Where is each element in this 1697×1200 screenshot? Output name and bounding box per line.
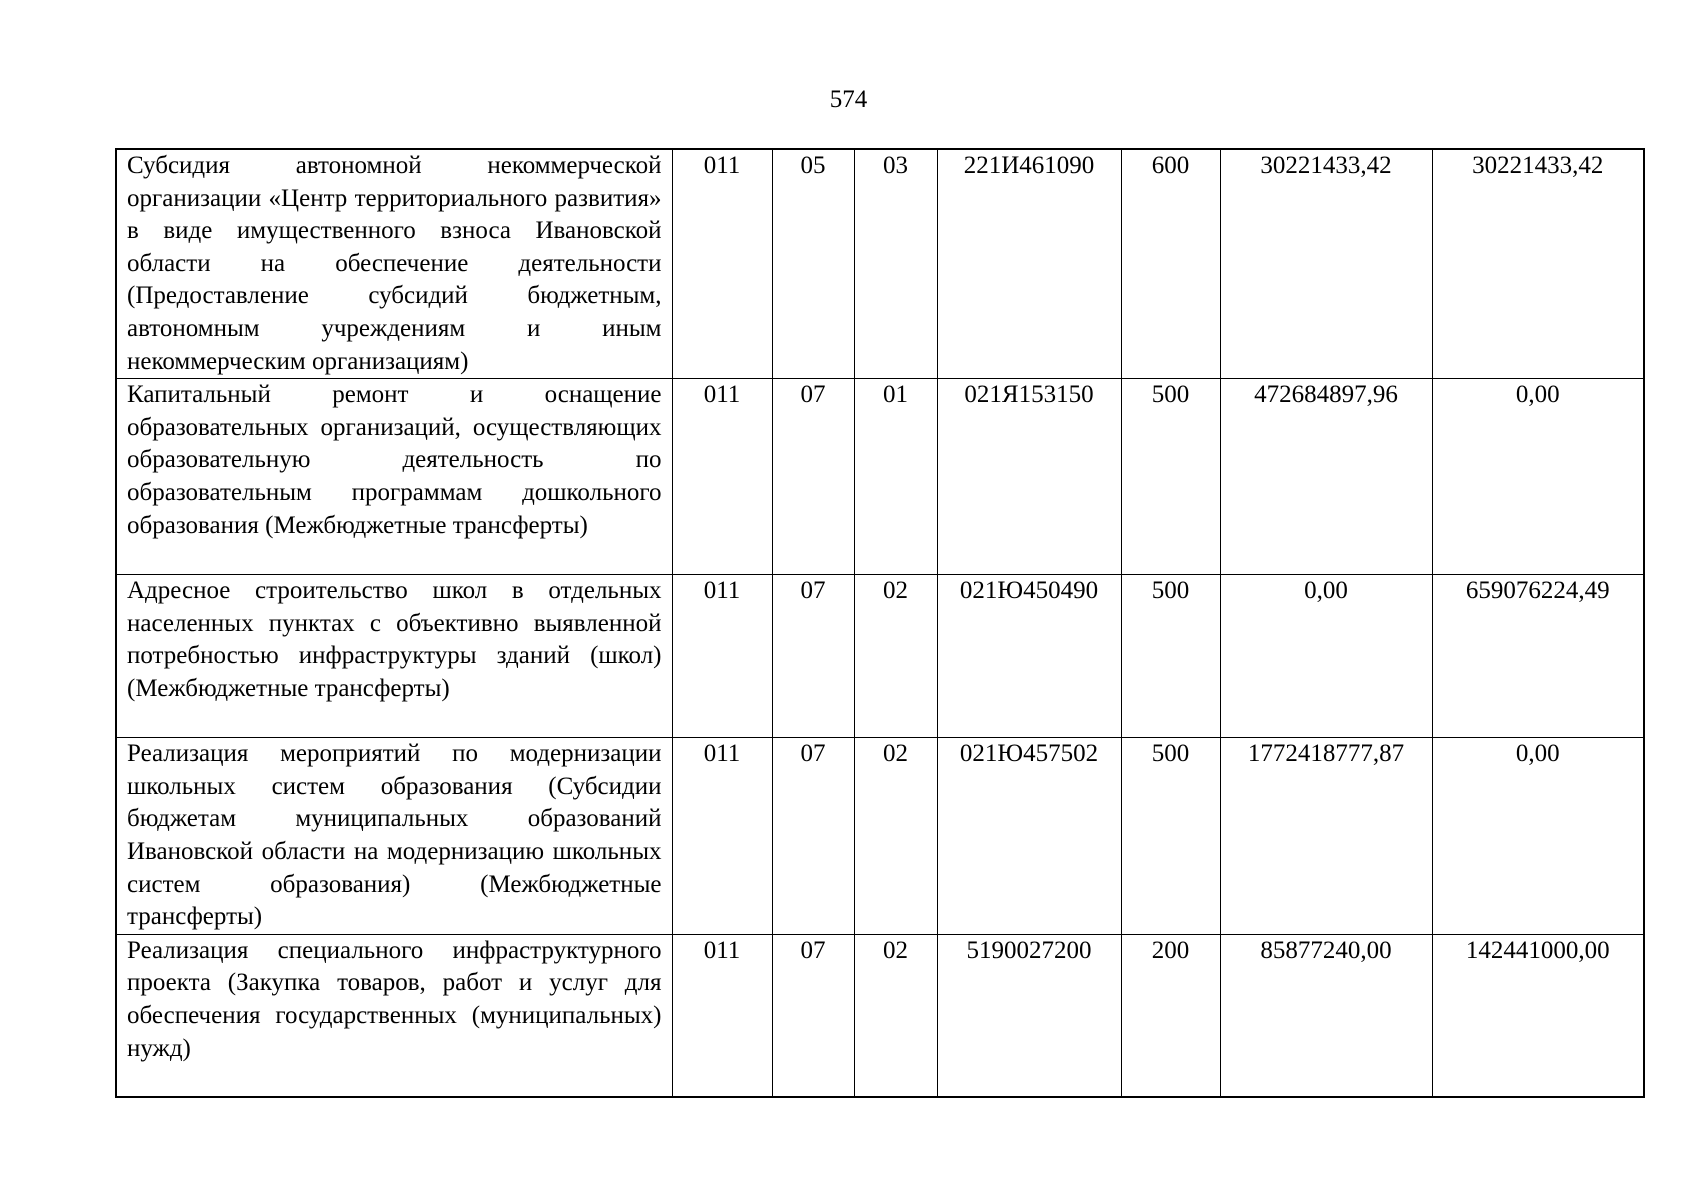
target-article-code: 221И461090 [937, 149, 1121, 379]
target-article-code: 021Ю457502 [937, 738, 1121, 935]
row-description: Реализация специального инфраструктурного проекта (Закупка товаров, работ и услуг для обеспечения государственных (муниципальных) нужд) [116, 934, 672, 1097]
section-code: 07 [772, 934, 854, 1097]
section-code: 07 [772, 738, 854, 935]
subsection-code: 02 [854, 575, 937, 738]
amount-year-1: 0,00 [1220, 575, 1432, 738]
target-article-code: 021Я153150 [937, 379, 1121, 575]
subsection-code: 02 [854, 934, 937, 1097]
expense-type-code: 500 [1121, 575, 1220, 738]
row-description: Адресное строительство школ в отдельных населенных пунктах с объективно выявленной потребностью инфраструктуры зданий (школ) (Межбюджетные трансферты) [116, 575, 672, 738]
amount-year-1: 30221433,42 [1220, 149, 1432, 379]
page-number: 574 [829, 86, 868, 113]
grbs-code: 011 [672, 934, 772, 1097]
target-article-code: 021Ю450490 [937, 575, 1121, 738]
subsection-code: 02 [854, 738, 937, 935]
section-code: 07 [772, 379, 854, 575]
target-article-code: 5190027200 [937, 934, 1121, 1097]
table-row [116, 575, 1644, 738]
table-row [116, 149, 1644, 379]
table-row [116, 379, 1644, 575]
amount-year-1: 472684897,96 [1220, 379, 1432, 575]
amount-year-1: 85877240,00 [1220, 934, 1432, 1097]
section-code: 07 [772, 575, 854, 738]
table-row [116, 738, 1644, 935]
row-description: Субсидия автономной некоммерческой организации «Центр территориального развития» в виде имущественного взноса Ивановской области на обеспечение деятельности (Предоставление субсидий бюджетным, автономным учреждениям и иным некоммерческим организациям) [116, 149, 672, 379]
row-description: Капитальный ремонт и оснащение образовательных организаций, осуществляющих образовательную деятельность по образовательным программам дошкольного образования (Межбюджетные трансферты) [116, 379, 672, 575]
grbs-code: 011 [672, 379, 772, 575]
expense-type-code: 500 [1121, 738, 1220, 935]
expense-type-code: 600 [1121, 149, 1220, 379]
expense-type-code: 200 [1121, 934, 1220, 1097]
row-description: Реализация мероприятий по модернизации школьных систем образования (Субсидии бюджетам муниципальных образований Ивановской области на модернизацию школьных систем образования) (Межбюджетные трансферты) [116, 738, 672, 935]
amount-year-2: 0,00 [1432, 738, 1644, 935]
subsection-code: 01 [854, 379, 937, 575]
table-row [116, 934, 1644, 1097]
section-code: 05 [772, 149, 854, 379]
amount-year-2: 659076224,49 [1432, 575, 1644, 738]
amount-year-2: 0,00 [1432, 379, 1644, 575]
subsection-code: 03 [854, 149, 937, 379]
grbs-code: 011 [672, 575, 772, 738]
expense-type-code: 500 [1121, 379, 1220, 575]
amount-year-1: 1772418777,87 [1220, 738, 1432, 935]
amount-year-2: 142441000,00 [1432, 934, 1644, 1097]
grbs-code: 011 [672, 149, 772, 379]
budget-table [115, 148, 1645, 1098]
grbs-code: 011 [672, 738, 772, 935]
amount-year-2: 30221433,42 [1432, 149, 1644, 379]
